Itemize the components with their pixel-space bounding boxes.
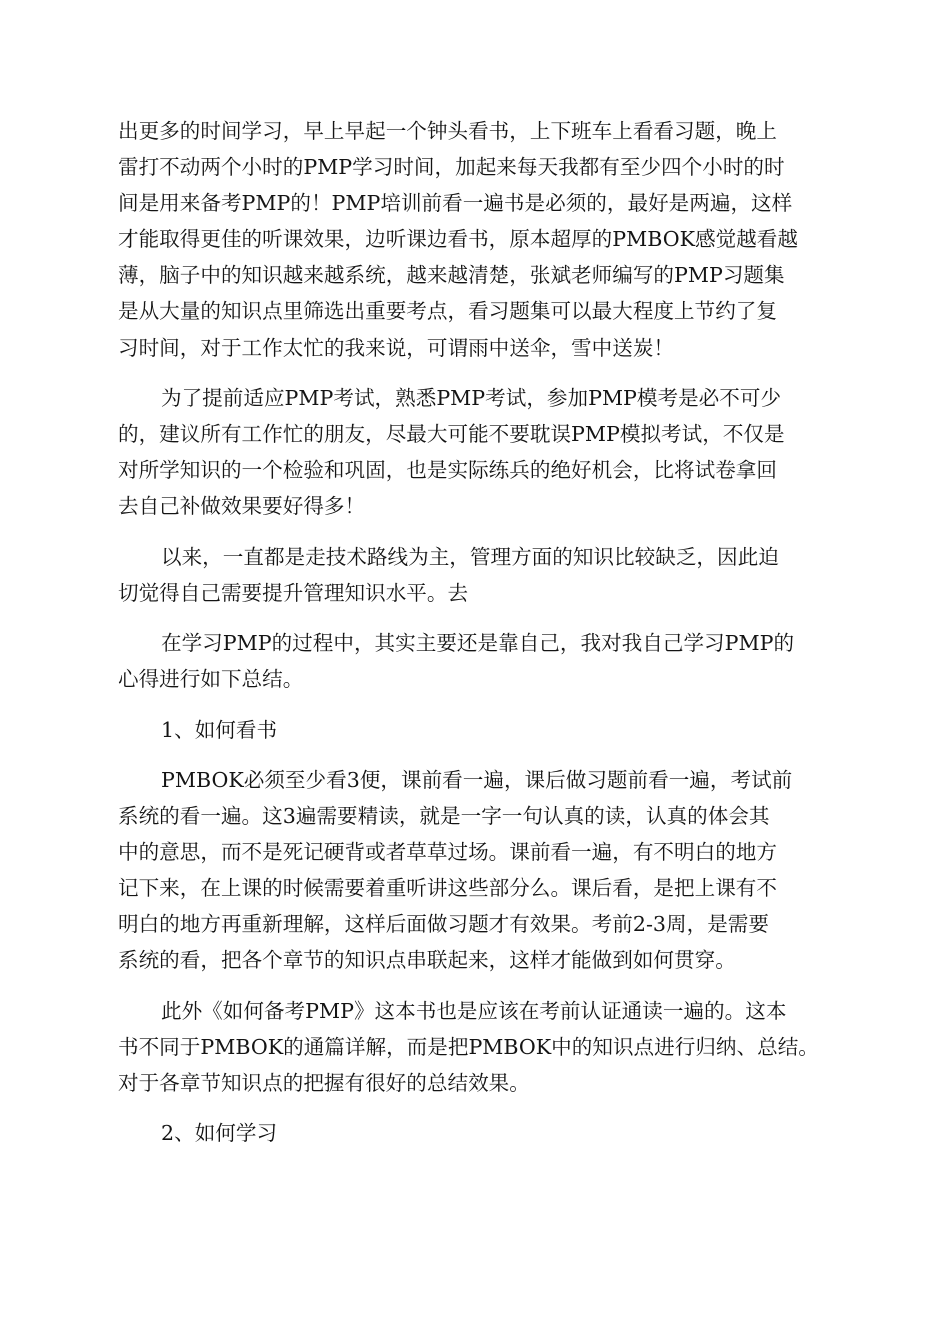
text-line: 对所学知识的一个检验和巩固，也是实际练兵的绝好机会，比将试卷拿回 <box>118 458 777 483</box>
text-line: 才能取得更佳的听课效果，边听课边看书，原本超厚的PMBOK感觉越看越 <box>118 227 798 252</box>
paragraph-2 <box>118 380 834 524</box>
text-line: 去自己补做效果要好得多！ <box>118 494 366 519</box>
text-line: 以来，一直都是走技术路线为主，管理方面的知识比较缺乏，因此迫 <box>161 544 779 569</box>
paragraph-1 <box>118 113 834 366</box>
text-line: 出更多的时间学习，早上早起一个钟头看书，上下班车上看看习题，晚上 <box>118 119 777 143</box>
text-line: 记下来，在上课的时候需要着重听讲这些部分么。课后看，是把上课有不 <box>118 876 777 901</box>
text-line: 心得进行如下总结。 <box>118 667 304 692</box>
text-line: 为了提前适应PMP考试，熟悉PMP考试，参加PMP模考是必不可少 <box>161 385 782 410</box>
text-line: PMBOK必须至少看3便，课前看一遍，课后做习题前看一遍，考试前 <box>161 767 793 792</box>
text-line: 习时间，对于工作太忙的我来说，可谓雨中送伞，雪中送炭！ <box>118 335 675 360</box>
text-line: 是从大量的知识点里筛选出重要考点，看习题集可以最大程度上节约了复 <box>118 299 777 324</box>
paragraph-5 <box>118 762 834 979</box>
paragraph-3 <box>118 539 834 611</box>
text-line: 对于各章节知识点的把握有很好的总结效果。 <box>118 1071 530 1096</box>
text-line: 书不同于PMBOK的通篇详解，而是把PMBOK中的知识点进行归纳、总结。 <box>118 1034 819 1059</box>
paragraph-4 <box>118 625 834 697</box>
section-heading-1 <box>118 712 834 748</box>
section-heading-2 <box>118 1115 834 1151</box>
text-line: 此外《如何备考PMP》这本书也是应该在考前认证通读一遍的。这本 <box>161 998 787 1023</box>
text-line: 系统的看一遍。这3遍需要精读，就是一字一句认真的读，认真的体会其 <box>118 804 770 829</box>
text-line: 系统的看，把各个章节的知识点串联起来，这样才能做到如何贯穿。 <box>118 948 736 973</box>
heading-text: 2、如何学习 <box>161 1121 278 1146</box>
paragraph-6 <box>118 993 834 1101</box>
document-page <box>118 113 834 1166</box>
text-line: 切觉得自己需要提升管理知识水平。去 <box>118 580 469 605</box>
text-line: 在学习PMP的过程中，其实主要还是靠自己，我对我自己学习PMP的 <box>161 631 795 656</box>
text-line: 中的意思，而不是死记硬背或者草草过场。课前看一遍，有不明白的地方 <box>118 840 777 865</box>
heading-text: 1、如何看书 <box>161 717 278 742</box>
text-line: 雷打不动两个小时的PMP学习时间，加起来每天我都有至少四个小时的时 <box>118 155 785 180</box>
text-line: 的，建议所有工作忙的朋友，尽最大可能不要耽误PMP模拟考试，不仅是 <box>118 422 785 447</box>
text-line: 薄，脑子中的知识越来越系统，越来越清楚，张斌老师编写的PMP习题集 <box>118 263 785 288</box>
text-line: 明白的地方再重新理解，这样后面做习题才有效果。考前2-3周，是需要 <box>118 912 769 937</box>
text-line: 间是用来备考PMP的！PMP培训前看一遍书是必须的，最好是两遍，这样 <box>118 191 793 216</box>
